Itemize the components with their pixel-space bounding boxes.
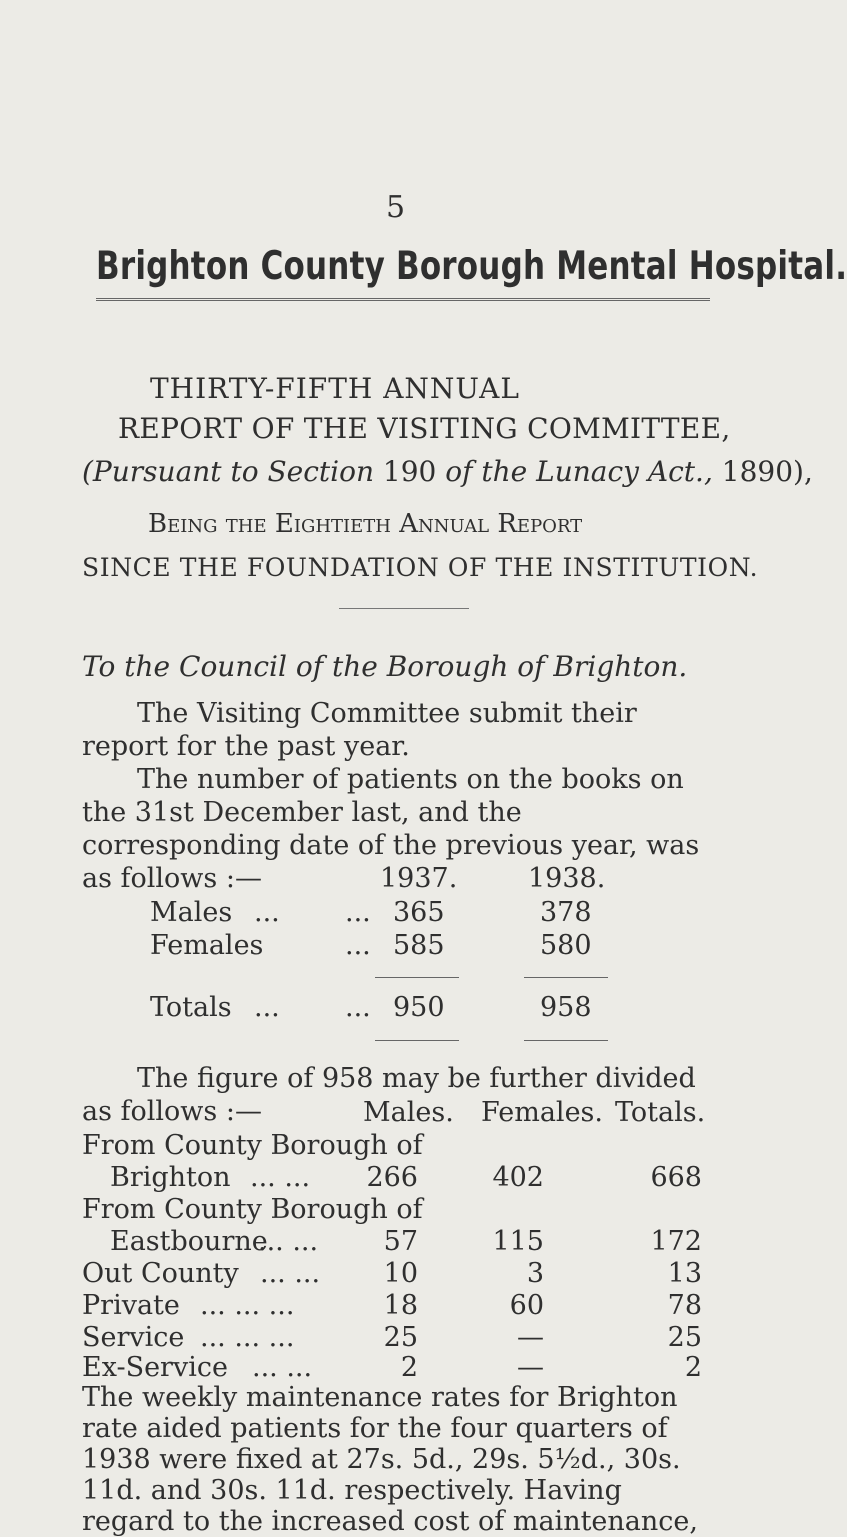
- row-dots: ...: [254, 992, 280, 1023]
- title-double-rule: [96, 298, 710, 301]
- overflow-clip: [82, 1352, 722, 1537]
- row-dots: ...: [345, 897, 371, 928]
- row-label: Out County: [82, 1258, 239, 1289]
- row-label: Eastbourne: [110, 1226, 268, 1257]
- paragraph-4: The weekly maintenance rates for Brighton rate aided patients for the four quarters of 1938 were fixed at 27s. 5d., 29s. 5½d., 30s. 11d. and 30s. 11d. respectively. Having regard to the increased cost of maintenance,: [82, 1382, 698, 1537]
- header-males: Males.: [363, 1097, 454, 1128]
- total-rule-1938: [524, 1040, 608, 1041]
- value-totals: 78: [667, 1290, 702, 1321]
- header-totals: Totals.: [615, 1097, 706, 1128]
- value-females: 60: [509, 1290, 544, 1321]
- row-dots: ...: [254, 897, 280, 928]
- value-males: 57: [383, 1226, 418, 1257]
- since-line: SINCE THE FOUNDATION OF THE INSTITUTION.: [82, 553, 759, 582]
- value-females: 402: [492, 1162, 544, 1193]
- subtotal-rule-1937: [375, 977, 459, 978]
- value-1938: 580: [540, 930, 592, 961]
- page-number: 5: [386, 190, 406, 225]
- value-females: —: [517, 1352, 544, 1383]
- row-dots: ... ...: [258, 1226, 319, 1257]
- value-males: 266: [366, 1162, 418, 1193]
- row-label-prefix: From County Borough of: [82, 1130, 423, 1161]
- value-males: 10: [383, 1258, 418, 1289]
- row-label: Brighton: [110, 1162, 231, 1193]
- pursuant-section: 190: [382, 455, 437, 488]
- pursuant-pre: (Pursuant to Section: [82, 455, 383, 488]
- value-males: 2: [400, 1352, 418, 1383]
- value-males: 25: [383, 1322, 418, 1353]
- header-females: Females.: [481, 1097, 603, 1128]
- row-dots: ... ...: [250, 1162, 311, 1193]
- row-label: Private: [82, 1290, 180, 1321]
- paragraph-2: The number of patients on the books on the 31st December last, and the corresponding date of the previous year, was as follows :—: [82, 764, 700, 894]
- row-label: Totals: [150, 992, 232, 1023]
- value-females: —: [517, 1322, 544, 1353]
- being-line: Being the Eightieth Annual Report: [148, 509, 583, 539]
- value-totals: 2: [684, 1352, 702, 1383]
- value-1938: 958: [540, 992, 592, 1023]
- row-label: Females: [150, 930, 264, 961]
- report-subtitle: REPORT OF THE VISITING COMMITTEE,: [118, 412, 731, 445]
- pursuant-year: 1890: [721, 455, 794, 488]
- row-dots: ... ... ...: [200, 1290, 295, 1321]
- section-divider: [339, 608, 469, 609]
- pursuant-post: ),: [793, 455, 813, 488]
- header-1937: 1937.: [380, 863, 458, 894]
- value-1937: 585: [393, 930, 445, 961]
- row-dots: ... ...: [252, 1352, 313, 1383]
- address-line: To the Council of the Borough of Brighton.: [82, 650, 688, 683]
- total-rule-1937: [375, 1040, 459, 1041]
- row-label-prefix: From County Borough of: [82, 1194, 423, 1225]
- subtotal-rule-1938: [524, 977, 608, 978]
- pursuant-mid: of the Lunacy Act.,: [436, 455, 722, 488]
- pursuant-line: [82, 455, 813, 488]
- row-dots: ... ...: [260, 1258, 321, 1289]
- value-totals: 668: [650, 1162, 702, 1193]
- row-label: Service: [82, 1322, 185, 1353]
- value-males: 18: [383, 1290, 418, 1321]
- value-1938: 378: [540, 897, 592, 928]
- report-title: THIRTY-FIFTH ANNUAL: [150, 372, 520, 405]
- row-dots: ...: [345, 992, 371, 1023]
- value-1937: 950: [393, 992, 445, 1023]
- paragraph-1: The Visiting Committee submit their report for the past year.: [82, 698, 637, 762]
- hospital-title: Brighton County Borough Mental Hospital.: [96, 244, 847, 289]
- row-label: Ex-Service: [82, 1352, 228, 1383]
- value-females: 3: [526, 1258, 544, 1289]
- value-totals: 13: [667, 1258, 702, 1289]
- value-totals: 172: [650, 1226, 702, 1257]
- value-1937: 365: [393, 897, 445, 928]
- row-label: Males: [150, 897, 233, 928]
- value-females: 115: [492, 1226, 544, 1257]
- header-1938: 1938.: [528, 863, 606, 894]
- row-dots: ... ... ...: [200, 1322, 295, 1353]
- row-dots: ...: [345, 930, 371, 961]
- value-totals: 25: [667, 1322, 702, 1353]
- paragraph-3: The figure of 958 may be further divided as follows :—: [82, 1063, 696, 1127]
